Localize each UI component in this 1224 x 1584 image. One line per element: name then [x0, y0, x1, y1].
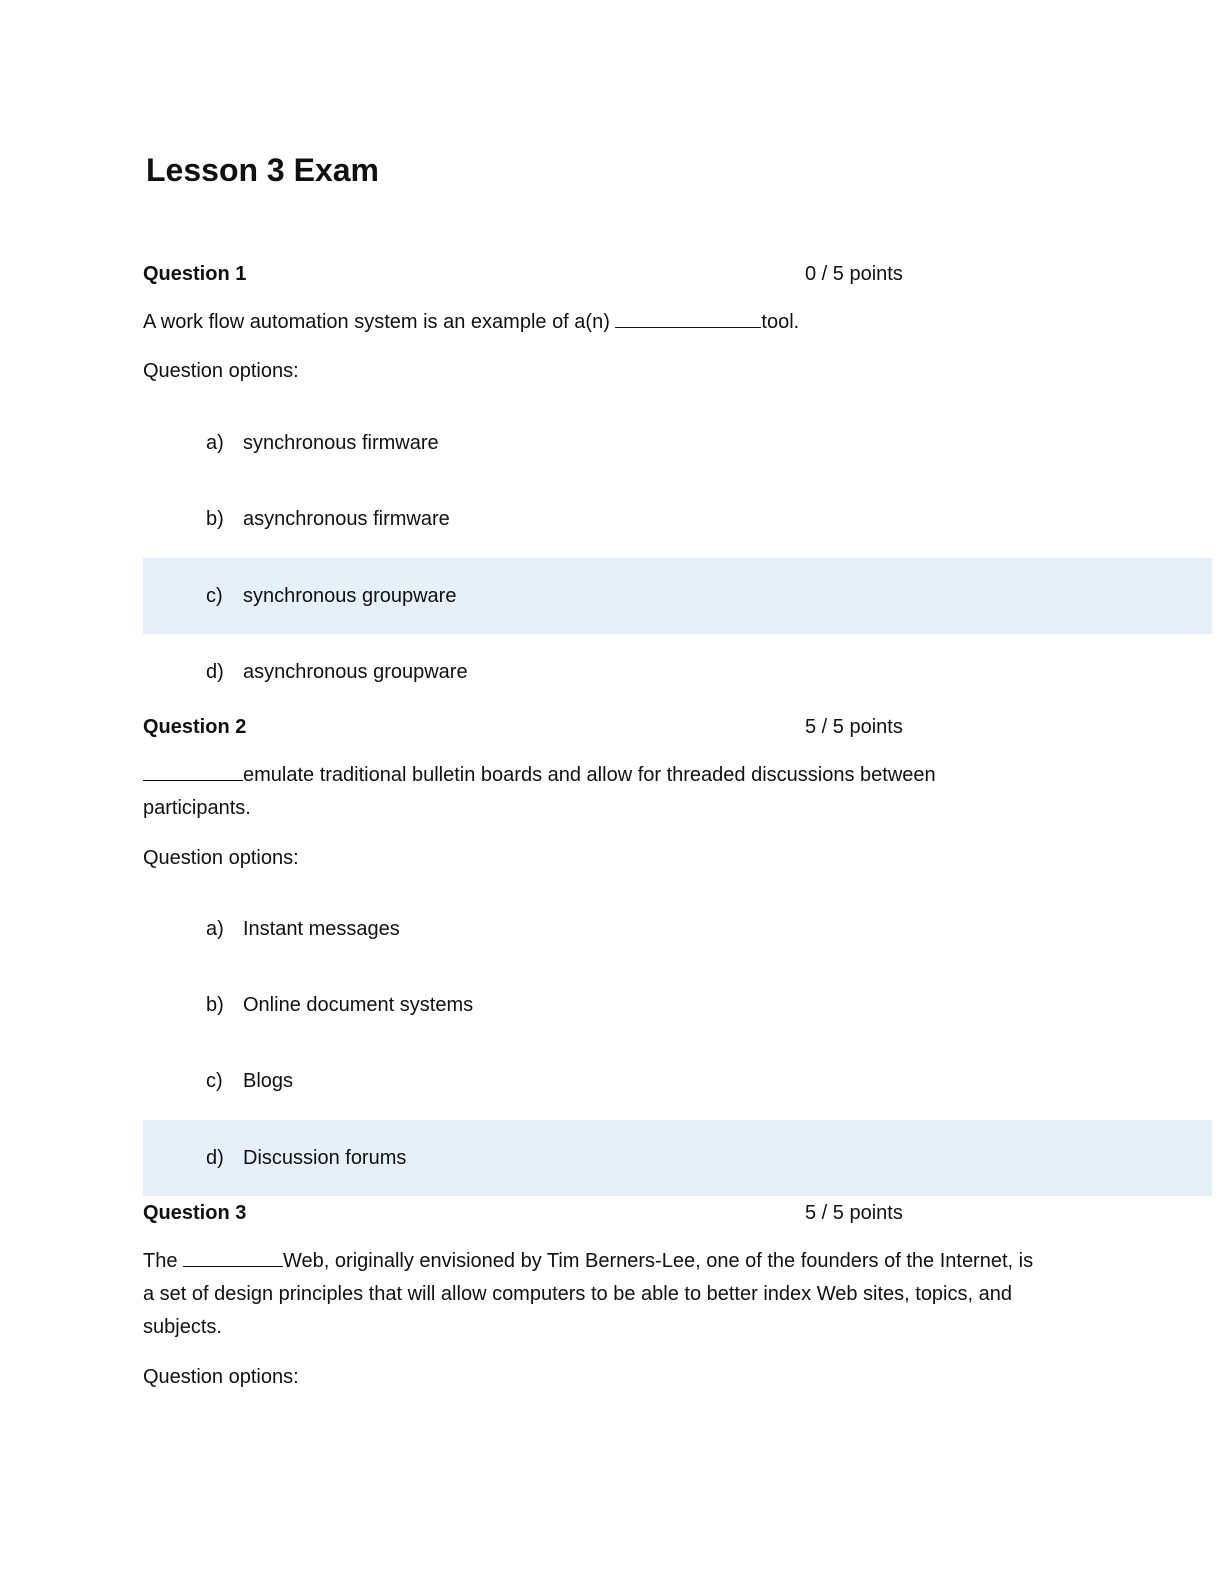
question-2-option-d[interactable]	[143, 1120, 1212, 1196]
question-1-option-b[interactable]	[143, 481, 1212, 557]
question-2-option-b[interactable]	[143, 967, 1212, 1043]
question-text-before: The	[143, 1250, 184, 1272]
answer-blank	[183, 1246, 283, 1267]
question-1-option-a[interactable]	[143, 405, 1212, 481]
option-letter: c)	[206, 1070, 223, 1092]
question-points: 5 / 5 points	[805, 716, 903, 738]
option-text: asynchronous firmware	[243, 508, 450, 530]
question-1-option-d[interactable]	[143, 634, 1212, 710]
option-text: Discussion forums	[243, 1147, 407, 1169]
option-letter: d)	[206, 1147, 224, 1169]
option-text: synchronous firmware	[243, 432, 439, 454]
question-points: 5 / 5 points	[805, 1202, 903, 1224]
question-2-option-a[interactable]	[143, 891, 1212, 967]
question-2-option-c[interactable]	[143, 1043, 1212, 1119]
answer-blank	[615, 307, 761, 328]
option-letter: b)	[206, 994, 224, 1016]
question-text-after: Web, originally envisioned by Tim Berners-Lee, one of the founders of the Internet, is a set of design principles that will allow computers to be able to better index Web sites, topics, and subjects.	[143, 1250, 1034, 1338]
option-letter: a)	[206, 432, 224, 454]
option-letter: d)	[206, 661, 224, 683]
question-options-label: Question options:	[143, 360, 299, 382]
question-label: Question 3	[143, 1202, 247, 1224]
question-2-header	[143, 713, 923, 741]
question-options-label: Question options:	[143, 847, 299, 869]
question-1-header	[143, 260, 923, 288]
option-text: Online document systems	[243, 994, 474, 1016]
question-label: Question 1	[143, 263, 247, 285]
question-label: Question 2	[143, 716, 247, 738]
page-title: Lesson 3 Exam	[146, 152, 379, 188]
option-text: asynchronous groupware	[243, 661, 468, 683]
question-text-before: A work flow automation system is an example of a(n)	[143, 311, 616, 333]
option-text: Instant messages	[243, 918, 400, 940]
option-letter: c)	[206, 585, 223, 607]
question-points: 0 / 5 points	[805, 263, 903, 285]
option-text: Blogs	[243, 1070, 294, 1092]
question-1-option-c[interactable]	[143, 558, 1212, 634]
option-text: synchronous groupware	[243, 585, 457, 607]
answer-blank	[143, 760, 243, 781]
question-text-after: tool.	[761, 311, 800, 333]
question-1-text	[143, 306, 1043, 339]
question-text-after: emulate traditional bulletin boards and allow for threaded discussions between participants.	[143, 764, 936, 819]
option-letter: b)	[206, 508, 224, 530]
question-2-text	[143, 759, 1023, 825]
question-3-header	[143, 1199, 923, 1227]
option-letter: a)	[206, 918, 224, 940]
question-3-text	[143, 1245, 1043, 1344]
question-options-label: Question options:	[143, 1366, 299, 1388]
